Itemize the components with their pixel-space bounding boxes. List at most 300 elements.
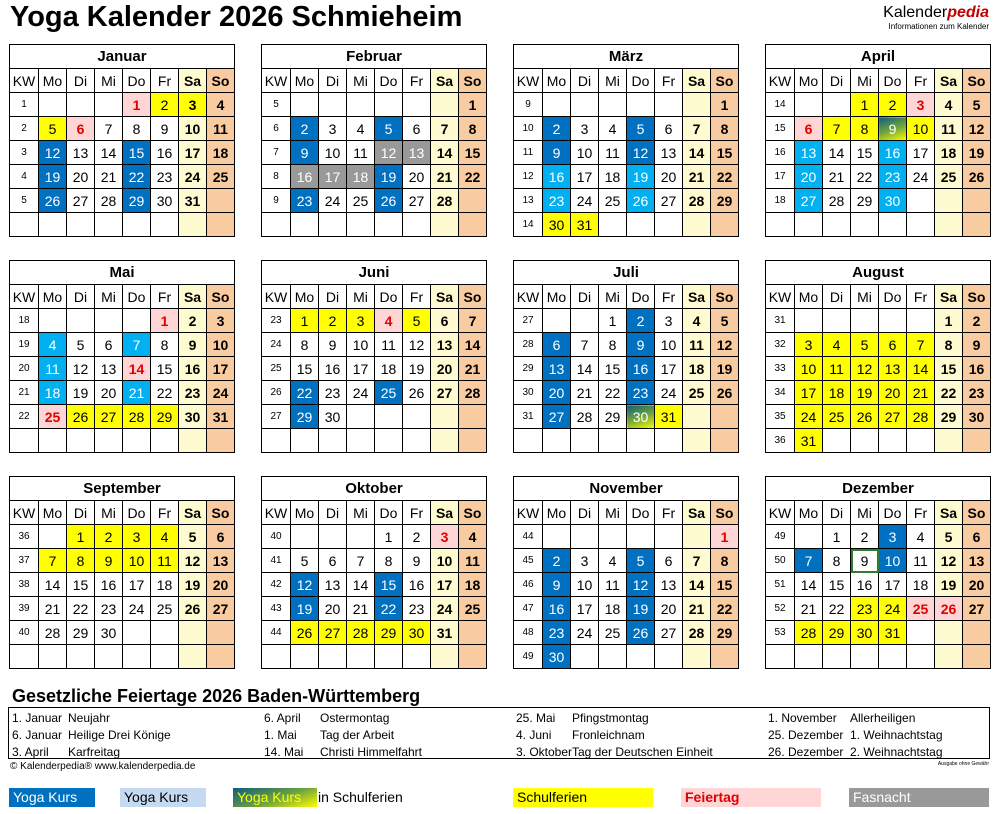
day-cell[interactable]: 9: [291, 141, 319, 165]
day-cell[interactable]: 7: [571, 333, 599, 357]
day-cell[interactable]: [207, 621, 235, 645]
day-cell[interactable]: 14: [683, 141, 711, 165]
day-cell[interactable]: 22: [851, 165, 879, 189]
day-cell[interactable]: [319, 213, 347, 237]
day-cell[interactable]: 21: [95, 165, 123, 189]
day-cell[interactable]: 2: [963, 309, 991, 333]
day-cell[interactable]: [683, 405, 711, 429]
day-cell[interactable]: 8: [459, 117, 487, 141]
day-cell[interactable]: [207, 645, 235, 669]
day-cell[interactable]: 12: [851, 357, 879, 381]
day-cell[interactable]: 17: [347, 357, 375, 381]
day-cell[interactable]: 22: [123, 165, 151, 189]
day-cell[interactable]: 29: [599, 405, 627, 429]
day-cell[interactable]: 28: [683, 189, 711, 213]
day-cell[interactable]: 28: [123, 405, 151, 429]
day-cell[interactable]: 13: [543, 357, 571, 381]
day-cell[interactable]: 21: [347, 597, 375, 621]
day-cell[interactable]: 15: [151, 357, 179, 381]
day-cell[interactable]: [459, 189, 487, 213]
day-cell[interactable]: [39, 309, 67, 333]
day-cell[interactable]: 18: [375, 357, 403, 381]
day-cell[interactable]: [627, 93, 655, 117]
day-cell[interactable]: 17: [879, 573, 907, 597]
day-cell[interactable]: 4: [39, 333, 67, 357]
day-cell[interactable]: 29: [123, 189, 151, 213]
day-cell[interactable]: [375, 213, 403, 237]
day-cell[interactable]: 18: [459, 573, 487, 597]
day-cell[interactable]: 3: [655, 309, 683, 333]
day-cell[interactable]: 9: [543, 573, 571, 597]
day-cell[interactable]: 28: [431, 189, 459, 213]
day-cell[interactable]: [935, 189, 963, 213]
day-cell[interactable]: 1: [823, 525, 851, 549]
day-cell[interactable]: 9: [627, 333, 655, 357]
day-cell[interactable]: 2: [291, 117, 319, 141]
day-cell[interactable]: 15: [711, 141, 739, 165]
day-cell[interactable]: 30: [179, 405, 207, 429]
day-cell[interactable]: [95, 213, 123, 237]
day-cell[interactable]: [683, 213, 711, 237]
day-cell[interactable]: 16: [291, 165, 319, 189]
day-cell[interactable]: [711, 645, 739, 669]
day-cell[interactable]: 11: [347, 141, 375, 165]
day-cell[interactable]: 25: [39, 405, 67, 429]
day-cell[interactable]: 23: [963, 381, 991, 405]
day-cell[interactable]: 2: [403, 525, 431, 549]
day-cell[interactable]: [347, 645, 375, 669]
day-cell[interactable]: [319, 93, 347, 117]
day-cell[interactable]: 17: [571, 597, 599, 621]
day-cell[interactable]: 10: [907, 117, 935, 141]
day-cell[interactable]: 4: [151, 525, 179, 549]
day-cell[interactable]: 3: [347, 309, 375, 333]
day-cell[interactable]: 14: [347, 573, 375, 597]
day-cell[interactable]: [823, 309, 851, 333]
day-cell[interactable]: [459, 405, 487, 429]
day-cell[interactable]: [851, 429, 879, 453]
day-cell[interactable]: [459, 429, 487, 453]
day-cell[interactable]: [207, 189, 235, 213]
day-cell[interactable]: 24: [207, 381, 235, 405]
day-cell[interactable]: [963, 645, 991, 669]
day-cell[interactable]: 24: [319, 189, 347, 213]
day-cell[interactable]: 21: [123, 381, 151, 405]
day-cell[interactable]: 3: [319, 117, 347, 141]
day-cell[interactable]: 7: [95, 117, 123, 141]
day-cell[interactable]: 25: [151, 597, 179, 621]
day-cell[interactable]: [403, 429, 431, 453]
day-cell[interactable]: 3: [571, 549, 599, 573]
day-cell[interactable]: [571, 93, 599, 117]
day-cell[interactable]: 10: [431, 549, 459, 573]
day-cell[interactable]: 21: [683, 165, 711, 189]
day-cell[interactable]: [571, 429, 599, 453]
day-cell[interactable]: 9: [151, 117, 179, 141]
day-cell[interactable]: [123, 213, 151, 237]
day-cell[interactable]: 10: [655, 333, 683, 357]
day-cell[interactable]: 1: [375, 525, 403, 549]
day-cell[interactable]: 17: [207, 357, 235, 381]
day-cell[interactable]: 16: [95, 573, 123, 597]
day-cell[interactable]: 6: [963, 525, 991, 549]
day-cell[interactable]: 9: [543, 141, 571, 165]
day-cell[interactable]: 12: [375, 141, 403, 165]
day-cell[interactable]: 23: [879, 165, 907, 189]
day-cell[interactable]: [795, 309, 823, 333]
day-cell[interactable]: 19: [935, 573, 963, 597]
day-cell[interactable]: [627, 525, 655, 549]
day-cell[interactable]: 22: [711, 597, 739, 621]
day-cell[interactable]: [879, 213, 907, 237]
day-cell[interactable]: 23: [403, 597, 431, 621]
day-cell[interactable]: [347, 405, 375, 429]
day-cell[interactable]: [935, 621, 963, 645]
day-cell[interactable]: 19: [627, 597, 655, 621]
day-cell[interactable]: 11: [599, 141, 627, 165]
day-cell[interactable]: 27: [207, 597, 235, 621]
day-cell[interactable]: 22: [291, 381, 319, 405]
day-cell[interactable]: [683, 93, 711, 117]
day-cell[interactable]: 13: [67, 141, 95, 165]
day-cell[interactable]: 13: [655, 141, 683, 165]
day-cell[interactable]: 28: [347, 621, 375, 645]
day-cell[interactable]: 6: [655, 117, 683, 141]
day-cell[interactable]: 24: [571, 189, 599, 213]
day-cell[interactable]: 7: [123, 333, 151, 357]
day-cell[interactable]: 20: [655, 597, 683, 621]
day-cell[interactable]: 15: [823, 573, 851, 597]
day-cell[interactable]: 15: [711, 573, 739, 597]
day-cell[interactable]: 24: [879, 597, 907, 621]
day-cell[interactable]: 10: [123, 549, 151, 573]
day-cell[interactable]: 10: [571, 573, 599, 597]
day-cell[interactable]: 11: [151, 549, 179, 573]
day-cell[interactable]: 5: [375, 117, 403, 141]
day-cell[interactable]: 4: [207, 93, 235, 117]
day-cell[interactable]: 22: [823, 597, 851, 621]
day-cell[interactable]: 5: [291, 549, 319, 573]
day-cell[interactable]: [683, 429, 711, 453]
day-cell[interactable]: [963, 621, 991, 645]
day-cell[interactable]: [39, 645, 67, 669]
day-cell[interactable]: 13: [403, 141, 431, 165]
day-cell[interactable]: 1: [151, 309, 179, 333]
day-cell[interactable]: [655, 93, 683, 117]
day-cell[interactable]: 30: [879, 189, 907, 213]
day-cell[interactable]: 15: [67, 573, 95, 597]
day-cell[interactable]: [67, 645, 95, 669]
day-cell[interactable]: [459, 213, 487, 237]
day-cell[interactable]: [123, 621, 151, 645]
day-cell[interactable]: 23: [291, 189, 319, 213]
day-cell[interactable]: 6: [879, 333, 907, 357]
day-cell[interactable]: 29: [711, 189, 739, 213]
day-cell[interactable]: 8: [823, 549, 851, 573]
day-cell[interactable]: [683, 645, 711, 669]
day-cell[interactable]: 22: [935, 381, 963, 405]
day-cell[interactable]: 19: [375, 165, 403, 189]
day-cell[interactable]: 9: [403, 549, 431, 573]
day-cell[interactable]: 20: [879, 381, 907, 405]
day-cell[interactable]: 18: [823, 381, 851, 405]
day-cell[interactable]: 26: [291, 621, 319, 645]
day-cell[interactable]: 30: [627, 405, 655, 429]
day-cell[interactable]: [347, 93, 375, 117]
day-cell[interactable]: 25: [347, 189, 375, 213]
day-cell[interactable]: 8: [711, 549, 739, 573]
day-cell[interactable]: 12: [711, 333, 739, 357]
day-cell[interactable]: 5: [711, 309, 739, 333]
day-cell[interactable]: 13: [795, 141, 823, 165]
day-cell[interactable]: 7: [347, 549, 375, 573]
day-cell[interactable]: [711, 405, 739, 429]
day-cell[interactable]: 6: [431, 309, 459, 333]
day-cell[interactable]: 12: [963, 117, 991, 141]
day-cell[interactable]: [95, 429, 123, 453]
day-cell[interactable]: [375, 93, 403, 117]
day-cell[interactable]: 2: [543, 549, 571, 573]
day-cell[interactable]: [459, 621, 487, 645]
day-cell[interactable]: 21: [459, 357, 487, 381]
day-cell[interactable]: 11: [207, 117, 235, 141]
day-cell[interactable]: 19: [711, 357, 739, 381]
day-cell[interactable]: [347, 213, 375, 237]
day-cell[interactable]: [599, 429, 627, 453]
day-cell[interactable]: [207, 429, 235, 453]
day-cell[interactable]: 2: [179, 309, 207, 333]
day-cell[interactable]: 10: [571, 141, 599, 165]
day-cell[interactable]: [571, 309, 599, 333]
day-cell[interactable]: 2: [319, 309, 347, 333]
day-cell[interactable]: [935, 645, 963, 669]
day-cell[interactable]: [375, 429, 403, 453]
day-cell[interactable]: 23: [179, 381, 207, 405]
day-cell[interactable]: 8: [291, 333, 319, 357]
day-cell[interactable]: [879, 309, 907, 333]
day-cell[interactable]: 11: [907, 549, 935, 573]
day-cell[interactable]: [95, 645, 123, 669]
day-cell[interactable]: 8: [151, 333, 179, 357]
day-cell[interactable]: 21: [795, 597, 823, 621]
day-cell[interactable]: [879, 429, 907, 453]
day-cell[interactable]: 12: [627, 141, 655, 165]
day-cell[interactable]: 25: [459, 597, 487, 621]
day-cell[interactable]: 1: [291, 309, 319, 333]
day-cell[interactable]: 26: [963, 165, 991, 189]
day-cell[interactable]: 26: [179, 597, 207, 621]
day-cell[interactable]: 9: [879, 117, 907, 141]
day-cell[interactable]: 20: [431, 357, 459, 381]
day-cell[interactable]: 17: [179, 141, 207, 165]
day-cell[interactable]: 3: [907, 93, 935, 117]
day-cell[interactable]: 14: [123, 357, 151, 381]
day-cell[interactable]: 2: [543, 117, 571, 141]
day-cell[interactable]: 11: [459, 549, 487, 573]
day-cell[interactable]: [907, 189, 935, 213]
day-cell[interactable]: [711, 429, 739, 453]
day-cell[interactable]: 21: [907, 381, 935, 405]
day-cell[interactable]: 27: [655, 621, 683, 645]
day-cell[interactable]: [95, 309, 123, 333]
day-cell[interactable]: 22: [151, 381, 179, 405]
day-cell[interactable]: 17: [907, 141, 935, 165]
day-cell[interactable]: 25: [599, 621, 627, 645]
day-cell[interactable]: [655, 213, 683, 237]
day-cell[interactable]: 7: [431, 117, 459, 141]
day-cell[interactable]: 15: [851, 141, 879, 165]
day-cell[interactable]: 11: [39, 357, 67, 381]
day-cell[interactable]: [907, 645, 935, 669]
day-cell[interactable]: 3: [431, 525, 459, 549]
day-cell[interactable]: 25: [823, 405, 851, 429]
day-cell[interactable]: 20: [795, 165, 823, 189]
day-cell[interactable]: [347, 429, 375, 453]
day-cell[interactable]: 20: [543, 381, 571, 405]
day-cell[interactable]: 26: [627, 621, 655, 645]
day-cell[interactable]: 27: [67, 189, 95, 213]
day-cell[interactable]: 18: [907, 573, 935, 597]
day-cell[interactable]: [403, 93, 431, 117]
day-cell[interactable]: 3: [571, 117, 599, 141]
kalenderpedia-logo[interactable]: [883, 4, 989, 31]
day-cell[interactable]: 21: [823, 165, 851, 189]
day-cell[interactable]: 20: [963, 573, 991, 597]
day-cell[interactable]: 5: [963, 93, 991, 117]
day-cell[interactable]: 11: [375, 333, 403, 357]
day-cell[interactable]: 1: [67, 525, 95, 549]
day-cell[interactable]: 19: [39, 165, 67, 189]
day-cell[interactable]: 28: [459, 381, 487, 405]
day-cell[interactable]: [599, 525, 627, 549]
day-cell[interactable]: [459, 645, 487, 669]
day-cell[interactable]: 11: [823, 357, 851, 381]
day-cell[interactable]: 30: [319, 405, 347, 429]
day-cell[interactable]: 31: [655, 405, 683, 429]
day-cell[interactable]: [39, 213, 67, 237]
day-cell[interactable]: [403, 405, 431, 429]
day-cell[interactable]: 22: [711, 165, 739, 189]
day-cell[interactable]: 21: [683, 597, 711, 621]
day-cell[interactable]: 14: [823, 141, 851, 165]
day-cell[interactable]: 30: [95, 621, 123, 645]
day-cell[interactable]: [431, 405, 459, 429]
day-cell[interactable]: 2: [627, 309, 655, 333]
day-cell[interactable]: 12: [291, 573, 319, 597]
day-cell[interactable]: [431, 213, 459, 237]
day-cell[interactable]: 16: [627, 357, 655, 381]
day-cell[interactable]: 16: [851, 573, 879, 597]
day-cell[interactable]: 25: [375, 381, 403, 405]
day-cell[interactable]: 14: [431, 141, 459, 165]
day-cell[interactable]: 29: [67, 621, 95, 645]
day-cell[interactable]: 12: [627, 573, 655, 597]
day-cell[interactable]: [291, 93, 319, 117]
day-cell[interactable]: [823, 213, 851, 237]
day-cell[interactable]: 23: [543, 621, 571, 645]
day-cell[interactable]: [683, 525, 711, 549]
day-cell[interactable]: 29: [851, 189, 879, 213]
day-cell[interactable]: 8: [851, 117, 879, 141]
day-cell[interactable]: 29: [935, 405, 963, 429]
day-cell[interactable]: 23: [627, 381, 655, 405]
day-cell[interactable]: [291, 213, 319, 237]
day-cell[interactable]: 3: [795, 333, 823, 357]
day-cell[interactable]: 28: [571, 405, 599, 429]
day-cell[interactable]: 5: [627, 549, 655, 573]
day-cell[interactable]: 20: [319, 597, 347, 621]
day-cell[interactable]: 27: [319, 621, 347, 645]
day-cell[interactable]: [627, 213, 655, 237]
day-cell[interactable]: [543, 93, 571, 117]
day-cell[interactable]: 1: [851, 93, 879, 117]
day-cell[interactable]: 14: [795, 573, 823, 597]
day-cell[interactable]: [151, 621, 179, 645]
day-cell[interactable]: [151, 213, 179, 237]
day-cell[interactable]: [67, 213, 95, 237]
day-cell[interactable]: 2: [851, 525, 879, 549]
day-cell[interactable]: 20: [403, 165, 431, 189]
day-cell[interactable]: 26: [375, 189, 403, 213]
day-cell[interactable]: 9: [319, 333, 347, 357]
day-cell[interactable]: 24: [655, 381, 683, 405]
day-cell[interactable]: 8: [935, 333, 963, 357]
day-cell[interactable]: 25: [683, 381, 711, 405]
day-cell[interactable]: [319, 645, 347, 669]
day-cell[interactable]: 20: [655, 165, 683, 189]
day-cell[interactable]: 24: [179, 165, 207, 189]
day-cell[interactable]: 3: [207, 309, 235, 333]
day-cell[interactable]: 27: [795, 189, 823, 213]
day-cell[interactable]: 14: [39, 573, 67, 597]
day-cell[interactable]: 11: [935, 117, 963, 141]
day-cell[interactable]: 1: [123, 93, 151, 117]
day-cell[interactable]: 31: [571, 213, 599, 237]
day-cell[interactable]: 16: [151, 141, 179, 165]
day-cell[interactable]: [963, 213, 991, 237]
day-cell[interactable]: 17: [123, 573, 151, 597]
day-cell[interactable]: 21: [431, 165, 459, 189]
day-cell[interactable]: 12: [39, 141, 67, 165]
day-cell[interactable]: 5: [851, 333, 879, 357]
day-cell[interactable]: [431, 645, 459, 669]
day-cell[interactable]: [795, 525, 823, 549]
day-cell[interactable]: [627, 645, 655, 669]
day-cell[interactable]: 22: [375, 597, 403, 621]
day-cell[interactable]: 19: [963, 141, 991, 165]
day-cell[interactable]: [403, 213, 431, 237]
day-cell[interactable]: 9: [963, 333, 991, 357]
day-cell[interactable]: 7: [795, 549, 823, 573]
day-cell[interactable]: 10: [319, 141, 347, 165]
day-cell[interactable]: [879, 645, 907, 669]
day-cell[interactable]: [963, 429, 991, 453]
day-cell[interactable]: 17: [655, 357, 683, 381]
day-cell[interactable]: 7: [459, 309, 487, 333]
day-cell[interactable]: 29: [711, 621, 739, 645]
day-cell[interactable]: 27: [95, 405, 123, 429]
day-cell[interactable]: 8: [711, 117, 739, 141]
day-cell[interactable]: [39, 429, 67, 453]
day-cell[interactable]: [935, 429, 963, 453]
day-cell[interactable]: 6: [543, 333, 571, 357]
day-cell[interactable]: 3: [179, 93, 207, 117]
day-cell[interactable]: 20: [67, 165, 95, 189]
day-cell[interactable]: 31: [795, 429, 823, 453]
day-cell[interactable]: [795, 645, 823, 669]
day-cell[interactable]: 14: [571, 357, 599, 381]
day-cell[interactable]: 31: [207, 405, 235, 429]
